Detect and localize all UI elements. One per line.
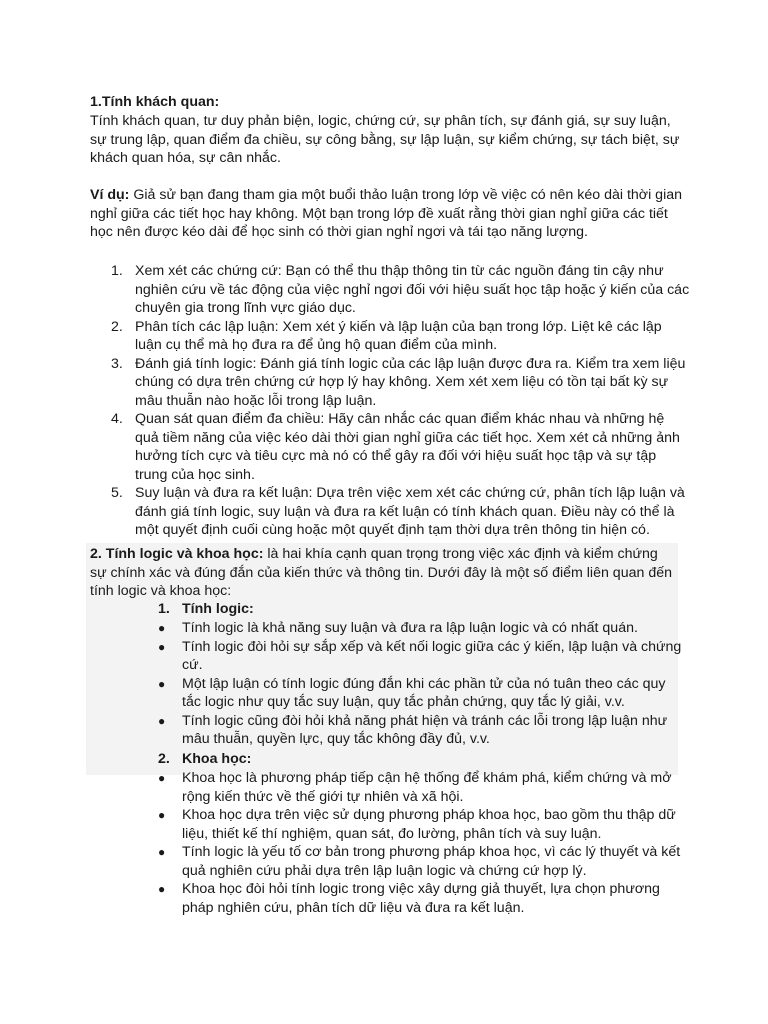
list-item: ● Một lập luận có tính logic đúng đắn khi các phần tử của nó tuân theo các quy tắc logic như quy tắc suy luận, quy tắc phản chứng, quy tắc lý giải, v.v. [158,675,666,710]
logic-bullet-list [158,619,688,749]
example-text: Giả sử bạn đang tham gia một buổi thảo luận trong lớp về việc có nên kéo dài thời gian nghỉ giữa các tiết học hay không. Một bạn trong lớp đề xuất rằng thời gian nghỉ giữa các tiết học nên được kéo dài để học sinh có thời gian nghỉ ngơi và tái tạo năng lượng. [90,187,682,240]
bullet-icon: ● [158,771,166,785]
section1-heading: 1.Tính khách quan: [90,94,220,110]
bullet-icon: ● [158,845,166,859]
list-item: 2. Phân tích các lập luận: Xem xét ý kiến và lập luận của bạn trong lớp. Liệt kê các lập luận cụ thể mà họ đưa ra để ủng hộ quan điểm của mình. [111,318,662,353]
list-item: 5. Suy luận và đưa ra kết luận: Dựa trên việc xem xét các chứng cứ, phân tích lập luận và đánh giá tính logic, suy luận và đưa ra kết luận có tính khách quan. Điều này có thể là một quyết định cuối cùng hoặc một quyết định tạm thời dựa trên thông tin hiện có. [111,485,685,538]
bullet-icon: ● [158,882,166,896]
list-item: ● Khoa học là phương pháp tiếp cận hệ thống để khám phá, kiểm chứng và mở rộng kiến thức về thế giới tự nhiên và xã hội. [158,770,672,805]
list-item: ● Tính logic là khả năng suy luận và đưa ra lập luận logic và có nhất quán. [158,620,638,636]
bullet-icon: ● [158,639,166,654]
list-item: ● Tính logic cũng đòi hỏi khả năng phát hiện và tránh các lỗi trong lập luận như mâu thuẫn, quyền lực, quy tắc không đầy đủ, v.v. [158,712,668,747]
list-item: ● Tính logic đòi hỏi sự sắp xếp và kết nối logic giữa các ý kiến, lập luận và chứng cứ. [158,638,682,673]
section1-description: Tính khách quan, tư duy phản biện, logic, chứng cứ, sự phân tích, sự đánh giá, sự suy luận, sự trung lập, quan điểm đa chiều, sự công bằng, sự lập luận, sự kiểm chứng, sự tách biệt, sự khách quan hóa, sự cân nhắc. [90,113,680,166]
bullet-icon: ● [158,621,166,635]
bullet-icon: ● [158,676,166,691]
section2-heading: 2. Tính logic và khoa học: [90,546,264,562]
example-paragraph [90,186,690,242]
list-item: ● Khoa học dựa trên việc sử dụng phương pháp khoa học, bao gồm thu thập dữ liệu, thiết kế thí nghiệm, quan sát, đo lường, phân tích và suy luận. [158,807,676,842]
subsection-logic-title: 1. Tính logic: [158,601,254,617]
list-item: ● Tính logic là yếu tố cơ bản trong phương pháp khoa học, vì các lý thuyết và kết quả nghiên cứu phải dựa trên lập luận logic và chứng cứ hợp lý. [158,844,681,879]
list-item: 3. Đánh giá tính logic: Đánh giá tính logic của các lập luận được đưa ra. Kiểm tra xem liệu chúng có dựa trên chứng cứ hợp lý hay không. Xem xét xem liệu có tồn tại bất kỳ sự mâu thuẫn nào hoặc lỗi trong lập luận. [111,355,686,409]
subsection-science-title: 2. Khoa học: [158,751,252,767]
list-item: 4. Quan sát quan điểm đa chiều: Hãy cân nhắc các quan điểm khác nhau và những hệ quả tiềm năng của việc kéo dài thời gian nghỉ giữa các tiết học. Xem xét cả những ảnh hưởng tích cực và tiêu cực mà nó có thể gây ra đối với hiệu suất học tập và sự tập trung của học sinh. [111,411,680,483]
example-label: Ví dụ: [90,187,130,203]
science-bullet-list [158,769,688,917]
bullet-icon: ● [158,713,166,728]
list-item: 1. Xem xét các chứng cứ: Bạn có thể thu thập thông tin từ các nguồn đáng tin cậy như nghiên cứu về tác động của việc nghỉ ngơi đối với hiệu suất học tập hoặc ý kiến của các chuyên gia trong lĩnh vực giáo dục. [111,263,690,316]
steps-list [90,262,690,540]
bullet-icon: ● [158,808,166,822]
list-item: ● Khoa học đòi hỏi tính logic trong việc xây dựng giả thuyết, lựa chọn phương pháp nghiên cứu, phân tích dữ liệu và đưa ra kết luận. [158,881,660,916]
section2-intro: 2. Tính logic và khoa học: là hai khía cạnh quan trọng trong việc xác định và kiểm chứng sự chính xác và đúng đắn của kiến thức và thông tin. Dưới đây là một số điểm liên quan đến tính logic và khoa học: [90,546,672,599]
